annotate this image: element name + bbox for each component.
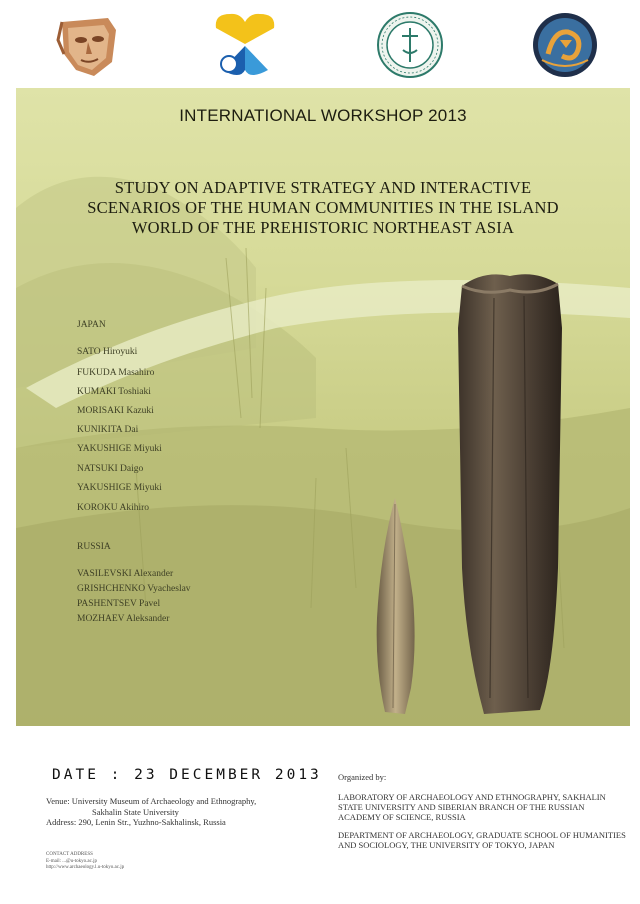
- member-name: PASHENTSEV Pavel: [77, 599, 161, 609]
- main-title: [56, 178, 590, 238]
- member-name: SATO Hiroyuki: [77, 347, 138, 357]
- member-name: YAKUSHIGE Miyuki: [77, 483, 162, 493]
- title-line: SCENARIOS OF THE HUMAN COMMUNITIES IN THE ISLAND: [87, 198, 559, 217]
- organizer-item: LABORATORY OF ARCHAEOLOGY AND ETHNOGRAPHY, SAKHALIN STATE UNIVERSITY AND SIBERIAN BRANCH OF THE RUSSIAN ACADEMY OF SCIENCE, RUSSIA: [338, 792, 606, 822]
- logo-row: [0, 0, 640, 88]
- member-name: VASILEVSKI Alexander: [77, 569, 174, 579]
- workshop-heading: INTERNATIONAL WORKSHOP 2013: [179, 106, 467, 125]
- projectile-point-image: [371, 498, 421, 718]
- organized-label: Organized by:: [338, 772, 387, 782]
- mask-icon: [54, 10, 124, 80]
- member-name: YAKUSHIGE Miyuki: [77, 444, 162, 454]
- title-line: WORLD OF THE PREHISTORIC NORTHEAST ASIA: [131, 218, 515, 237]
- contact-block: [46, 852, 246, 872]
- contact-line: CONTACT ADDRESS: [46, 852, 93, 857]
- member-name: MOZHAEV Aleksander: [77, 614, 170, 624]
- poster-panel: [16, 88, 630, 726]
- event-date: DATE : 23 DECEMBER 2013: [52, 767, 322, 783]
- member-name: FUKUDA Masahiro: [77, 368, 155, 378]
- venue-line: Sakhalin State University: [92, 806, 179, 817]
- seal-icon: [375, 10, 445, 80]
- venue-block: [46, 796, 316, 828]
- country-heading-japan: JAPAN: [77, 320, 106, 330]
- member-name: MORISAKI Kazuki: [77, 406, 154, 416]
- venue-line: Venue: University Museum of Archaeology and Ethnography,: [46, 796, 257, 806]
- organizer-item: DEPARTMENT OF ARCHAEOLOGY, GRADUATE SCHOOL OF HUMANITIES AND SOCIOLOGY, THE UNIVERSITY OF TOKYO, JAPAN: [338, 830, 626, 850]
- member-name: KUMAKI Toshiaki: [77, 387, 151, 397]
- member-name: KOROKU Akihiro: [77, 503, 150, 513]
- stone-blade-image: [454, 268, 566, 718]
- contact-url[interactable]: http://www.archaeology.l.u-tokyo.ac.jp: [46, 865, 125, 870]
- address-line: Address: 290, Lenin Str., Yuzhno-Sakhalinsk, Russia: [46, 817, 226, 827]
- member-name: NATSUKI Daigo: [77, 464, 144, 474]
- member-name: KUNIKITA Dai: [77, 425, 139, 435]
- contact-email[interactable]: E-mail: ...@u-tokyo.ac.jp: [46, 858, 97, 864]
- organizers-block: [338, 772, 628, 858]
- member-name: GRISHCHENKO Vyacheslav: [77, 584, 191, 594]
- ginkgo-icon: [210, 10, 280, 80]
- title-line: STUDY ON ADAPTIVE STRATEGY AND INTERACTIVE: [114, 178, 532, 197]
- emblem-icon: [530, 10, 600, 80]
- country-heading-russia: RUSSIA: [77, 542, 111, 552]
